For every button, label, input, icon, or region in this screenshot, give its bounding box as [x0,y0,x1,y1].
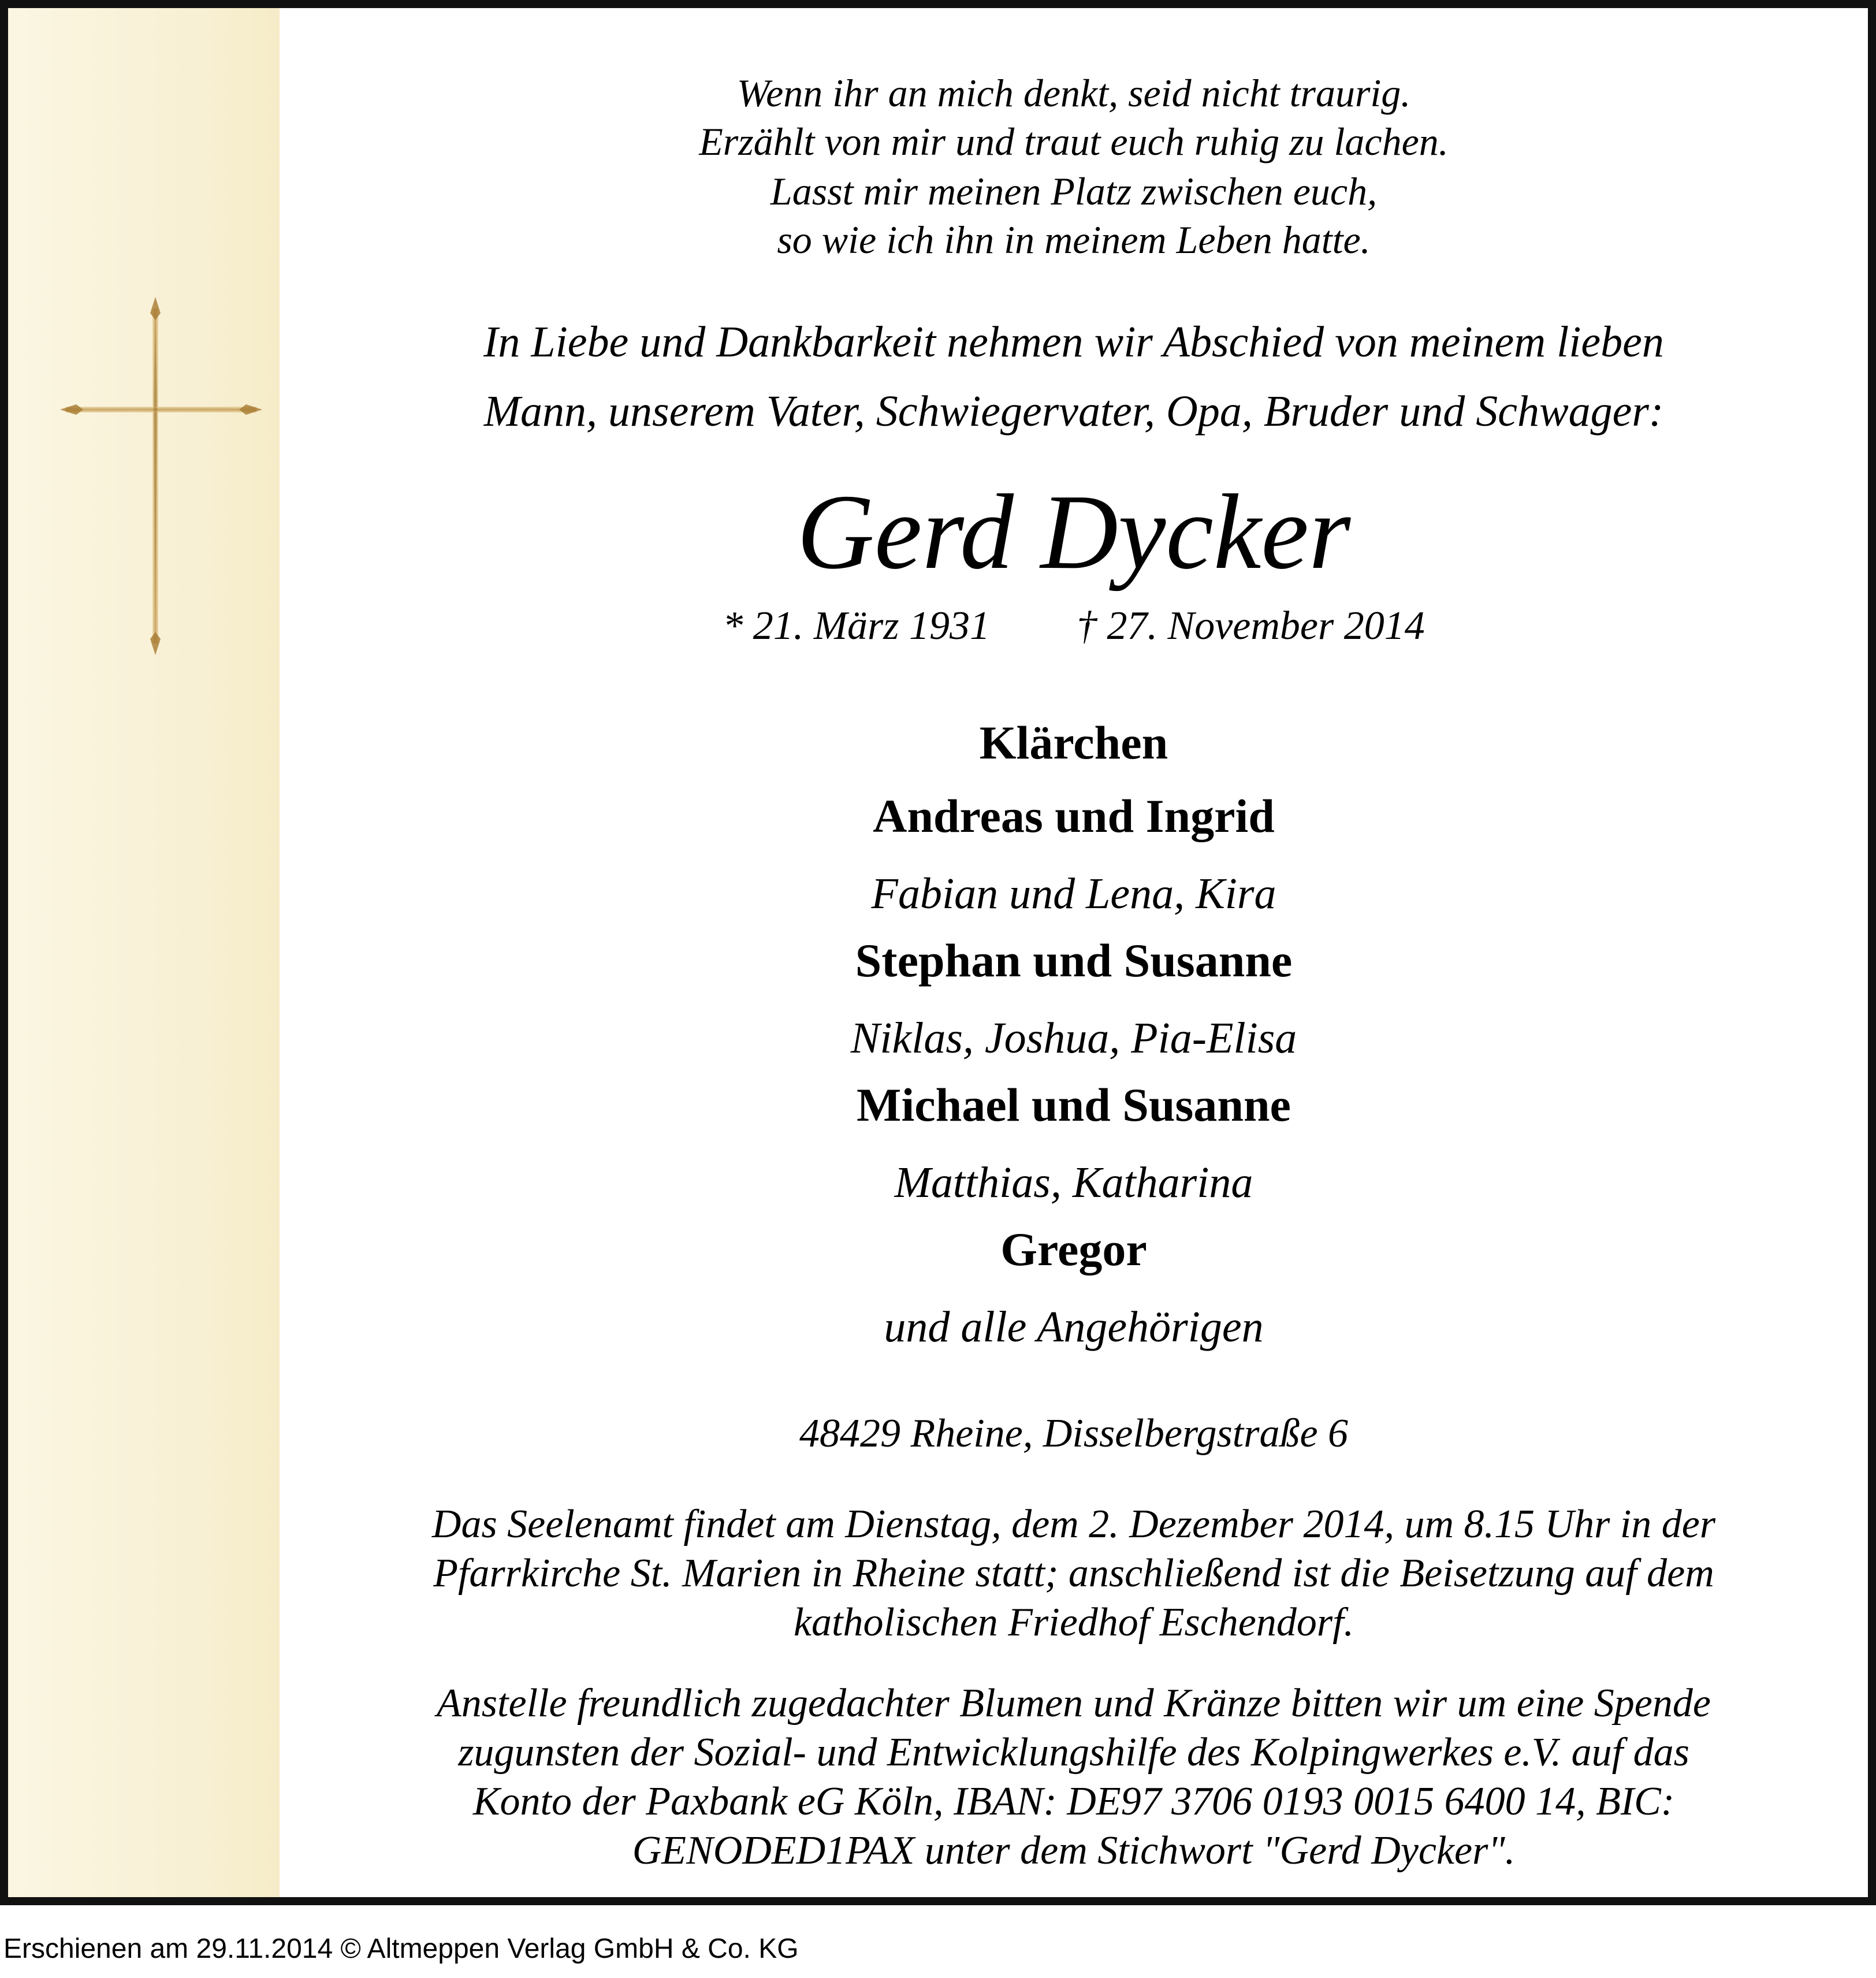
donation-line: Konto der Paxbank eG Köln, IBAN: DE97 3706 0193 0015 6400 14, BIC: [472,1779,1675,1824]
donation-line: Anstelle freundlich zugedachter Blumen und Kränze bitten wir um eine Spende [437,1681,1711,1726]
family-member: Andreas und Ingrid [873,790,1275,842]
publication-footer: Erschienen am 29.11.2014 © Altmeppen Verlag GmbH & Co. KG [3,1934,799,1964]
poem-line: so wie ich ihn in meinem Leben hatte. [777,218,1371,262]
family-member-children: Niklas, Joshua, Pia-Elisa [850,1014,1297,1062]
poem-line: Erzählt von mir und traut euch ruhig zu lachen. [699,120,1449,163]
donation-line: zugunsten der Sozial- und Entwicklungshilfe des Kolpingwerkes e.V. auf das [458,1730,1689,1775]
service-line: Das Seelenamt findet am Dienstag, dem 2. Dezember 2014, um 8.15 Uhr in der [431,1502,1716,1546]
poem-line: Lasst mir meinen Platz zwischen euch, [770,169,1378,213]
family-member-children: Matthias, Katharina [894,1158,1253,1207]
address: 48429 Rheine, Disselbergstraße 6 [799,1411,1349,1456]
family-member: Gregor [1000,1223,1147,1276]
poem-line: Wenn ihr an mich denkt, seid nicht traurig. [736,71,1411,115]
intro-line: Mann, unserem Vater, Schwiegervater, Opa, Bruder und Schwager: [483,387,1664,436]
service-line: Pfarrkirche St. Marien in Rheine statt; anschließend ist die Beisetzung auf dem [433,1551,1714,1596]
service-line: katholischen Friedhof Eschendorf. [793,1600,1354,1645]
family-member-children: Fabian und Lena, Kira [871,869,1276,918]
birth-date: * 21. März 1931 [723,604,991,648]
family-member: Klärchen [979,716,1168,769]
intro-line: In Liebe und Dankbarkeit nehmen wir Abschied von meinem lieben [483,318,1664,366]
life-dates [280,603,1868,649]
family-relatives: und alle Angehörigen [884,1303,1264,1351]
family-member: Michael und Susanne [857,1079,1291,1131]
decorative-side-band [8,8,280,1897]
death-date: † 27. November 2014 [1077,604,1425,648]
family-member: Stephan und Susanne [855,934,1293,987]
cross-icon [60,297,262,655]
donation-line: GENODED1PAX unter dem Stichwort "Gerd Dycker". [632,1828,1516,1873]
deceased-name: Gerd Dycker [796,473,1351,592]
notice-content [280,8,1868,1897]
